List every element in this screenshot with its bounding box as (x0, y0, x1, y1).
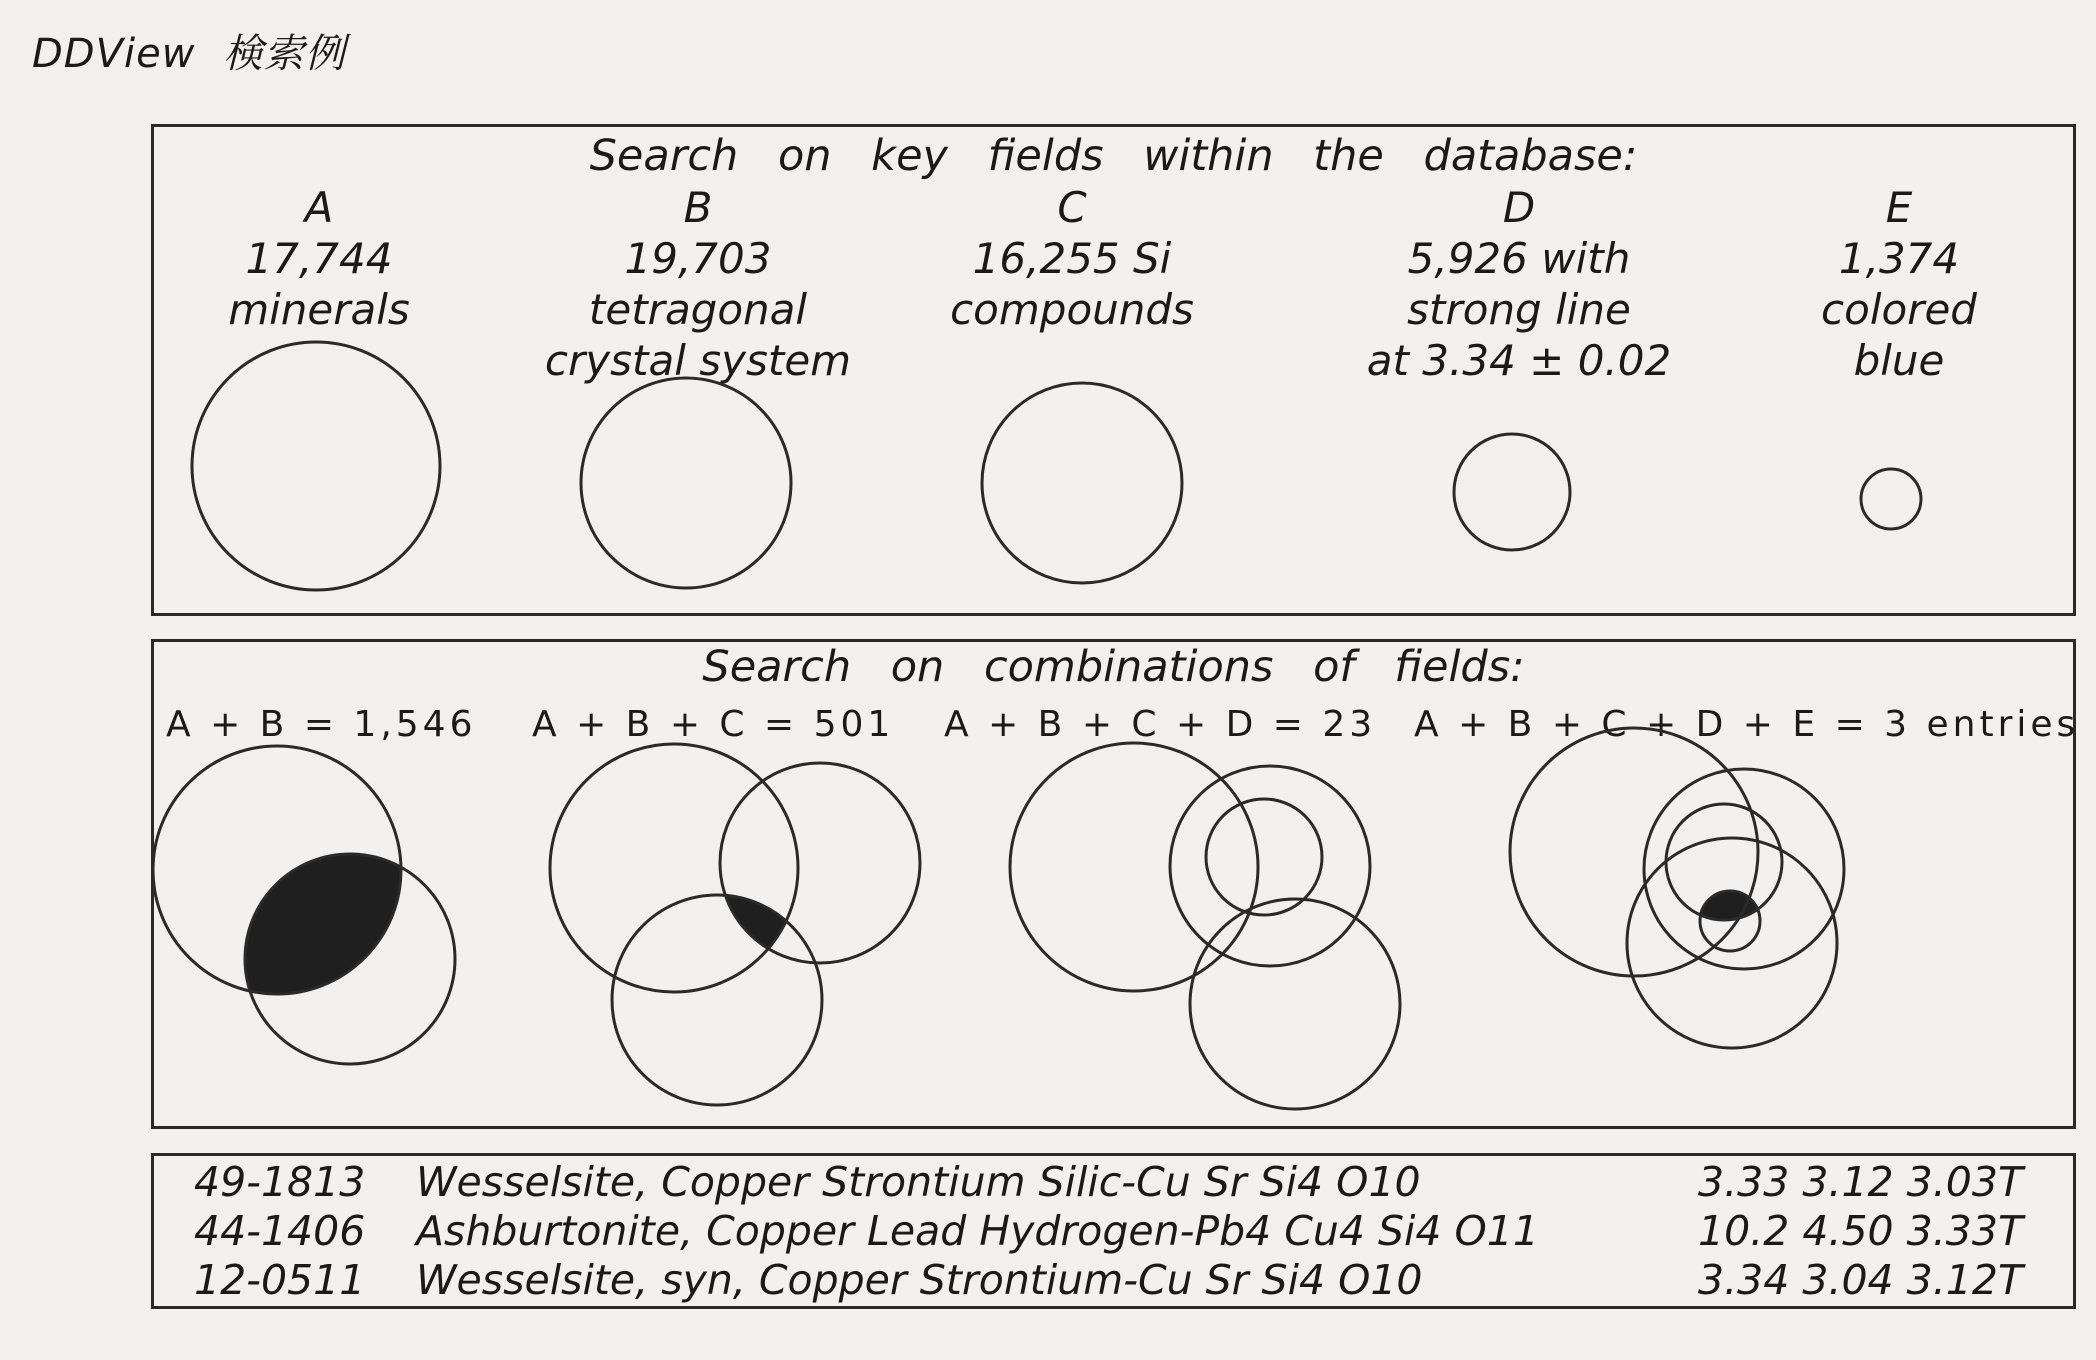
field-line: 19,703 (624, 234, 772, 283)
venn-abcd-circle-c (1170, 766, 1370, 966)
field-line: compounds (950, 285, 1194, 334)
results-panel (151, 1153, 2076, 1309)
key-fields-heading: Search on key fields within the database: (589, 131, 1638, 181)
field-line: blue (1853, 336, 1945, 385)
result-name: Wesselsite, Copper Strontium Silic-Cu Sr Si4 O10 (416, 1158, 1421, 1206)
page-title: DDView 検索例 (32, 31, 346, 77)
key-fields-panel (151, 124, 2076, 616)
field-line: 17,744 (245, 234, 393, 283)
circle-a (192, 342, 440, 590)
field-line: 5,926 with (1407, 234, 1631, 283)
field-circles (154, 127, 2073, 613)
field-letter: D (1502, 183, 1536, 232)
combo-abcde-label: A + B + C + D + E = 3 entries (1414, 704, 2080, 745)
venn-abcde-circle-c (1644, 769, 1844, 969)
combo-abcd-label: A + B + C + D = 23 (944, 704, 1377, 745)
field-letter: E (1885, 183, 1913, 232)
venn-abc-circle-b (612, 895, 822, 1105)
combo-abc-label: A + B + C = 501 (532, 704, 895, 745)
field-letter: B (683, 183, 713, 232)
venn-abcde-circle-a (1510, 728, 1758, 976)
venn-ab (154, 746, 455, 1064)
venn-abc-circle-c (720, 763, 920, 963)
field-line: 1,374 (1838, 234, 1960, 283)
field-line: at 3.34 ± 0.02 (1366, 336, 1672, 385)
venn-abcde-circle-b (1627, 838, 1837, 1048)
result-id: 49-1813 (194, 1158, 366, 1206)
result-lines: 3.33 3.12 3.03T (1698, 1158, 2023, 1206)
venn-abcde (1510, 728, 1844, 1048)
field-letter: A (304, 183, 334, 232)
field-line: crystal system (544, 336, 852, 385)
result-lines: 3.34 3.04 3.12T (1698, 1256, 2023, 1304)
venn-diagrams (154, 642, 2073, 1126)
circle-d (1454, 434, 1570, 550)
field-line: strong line (1407, 285, 1631, 334)
result-name: Wesselsite, syn, Copper Strontium-Cu Sr Si4 O10 (416, 1256, 1423, 1304)
result-id: 44-1406 (194, 1207, 366, 1255)
result-row (154, 1256, 2073, 1306)
circle-b (581, 378, 791, 588)
venn-abc (550, 744, 920, 1105)
field-line: minerals (228, 285, 410, 334)
circle-e (1861, 469, 1921, 529)
result-id: 12-0511 (194, 1256, 366, 1304)
field-line: tetragonal (588, 285, 808, 334)
venn-abcd (1010, 743, 1400, 1109)
field-line: colored (1821, 285, 1977, 334)
venn-abcd-circle-b (1190, 899, 1400, 1109)
field-letter: C (1057, 183, 1087, 232)
result-row (154, 1207, 2073, 1257)
combo-ab-label: A + B = 1,546 (166, 704, 477, 745)
result-name: Ashburtonite, Copper Lead Hydrogen-Pb4 Cu4 Si4 O11 (416, 1207, 1539, 1255)
circle-c (982, 383, 1182, 583)
field-line: 16,255 Si (972, 234, 1172, 283)
combinations-panel (151, 639, 2080, 1129)
result-lines: 10.2 4.50 3.33T (1698, 1207, 2023, 1255)
result-row (154, 1158, 2073, 1208)
combinations-heading: Search on combinations of fields: (702, 642, 1525, 692)
venn-abcd-circle-d (1206, 799, 1322, 915)
